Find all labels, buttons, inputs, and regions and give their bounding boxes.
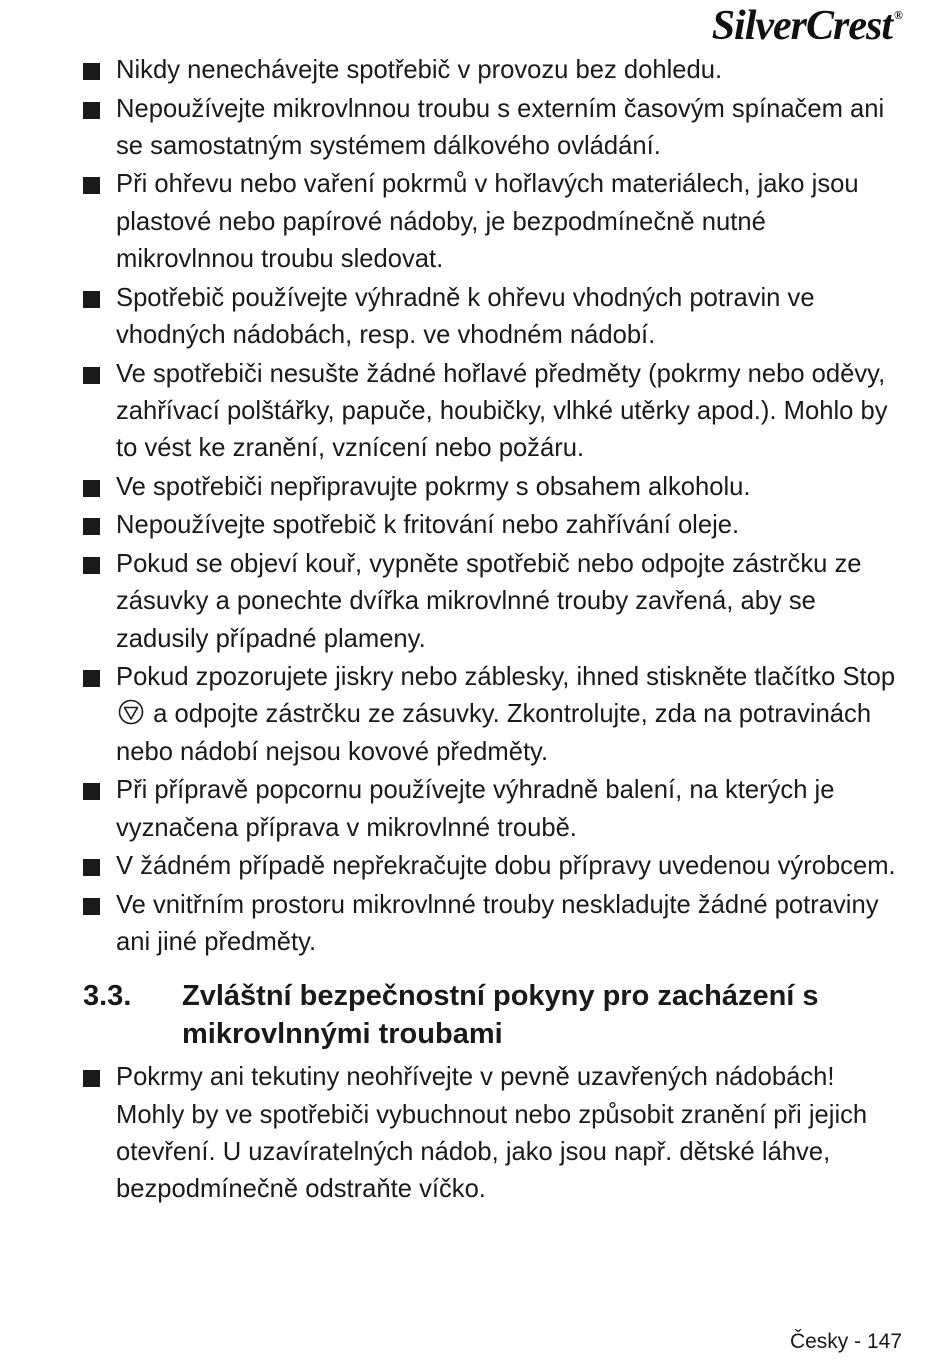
list-item [83,52,903,89]
safety-list-top [83,52,903,961]
list-item-text: a odpojte zástrčku ze zásuvky. Zkontrolujte, zda na potravinách nebo nádobí nejsou kovové předměty. [116,700,872,766]
registered-mark: ® [894,8,902,22]
bullet-square-icon [83,63,100,80]
list-item-text: Ve spotřebiči nesušte žádné hořlavé předměty (pokrmy nebo oděvy, zahřívací polštářky, papuče, houbičky, vlhké utěrky apod.). Mohlo by to vést ke zranění, vznícení nebo požáru. [116,359,888,463]
section-number: 3.3. [83,980,132,1013]
list-item-text: Při přípravě popcornu používejte výhradně balení, na kterých je vyznačena příprava v mikrovlnné troubě. [116,776,835,842]
bullet-square-icon [83,102,100,119]
bullet-square-icon [83,367,100,384]
page-content [83,52,903,1210]
list-item-stop [83,659,903,771]
list-item-text: Nikdy nenechávejte spotřebič v provozu bez dohledu. [116,56,723,84]
list-item-text: Při ohřevu nebo vaření pokrmů v hořlavých materiálech, jako jsou plastové nebo papírové nádoby, je bezpodmínečně nutné mikrovlnnou troubu sledovat. [116,170,859,274]
list-item-text: Spotřebič používejte výhradně k ohřevu vhodných potravin ve vhodných nádobách, resp. ve vhodném nádobí. [116,283,815,349]
bullet-square-icon [83,291,100,308]
list-item [83,91,903,166]
list-item-text: Pokrmy ani tekutiny neohřívejte v pevně uzavřených nádobách! Mohly by ve spotřebiči vybuchnout nebo způsobit zranění při jejich otevření. U uzavíratelných nádob, jako jsou např. dětské láhve, bezpodmínečně odstraňte víčko. [116,1063,868,1204]
list-item-text: Nepoužívejte mikrovlnnou troubu s externím časovým spínačem ani se samostatným systémem dálkového ovládání. [116,94,885,160]
bullet-square-icon [83,557,100,574]
list-item [83,507,903,544]
bullet-square-icon [83,177,100,194]
list-item-text: V žádném případě nepřekračujte dobu přípravy uvedenou výrobcem. [116,852,896,881]
list-item-text: Nepoužívejte spotřebič k fritování nebo zahřívání oleje. [116,511,740,540]
list-item [83,469,903,506]
stop-button-icon [118,699,144,725]
list-item-text: Ve spotřebiči nepřipravujte pokrmy s obsahem alkoholu. [116,472,751,501]
bullet-square-icon [83,859,100,876]
page-footer: Česky - 147 [789,1330,902,1353]
brand-logo [712,2,902,50]
section-heading [83,977,903,1053]
list-item [83,280,903,355]
bullet-square-icon [83,480,100,497]
list-item [83,848,903,885]
safety-list-section [83,1059,903,1208]
list-item [83,166,903,278]
bullet-square-icon [83,1070,100,1087]
bullet-square-icon [83,783,100,800]
bullet-square-icon [83,670,100,687]
section-title: Zvláštní bezpečnostní pokyny pro zacházení s mikrovlnnými troubami [182,980,819,1051]
list-item [83,887,903,962]
list-item [83,546,903,658]
list-item [83,356,903,468]
list-item [83,1059,903,1208]
list-item-text: Ve vnitřním prostoru mikrovlnné trouby neskladujte žádné potraviny ani jiné předměty. [116,890,879,957]
list-item [83,772,903,847]
list-item-text: Pokud se objeví kouř, vypněte spotřebič nebo odpojte zástrčku ze zásuvky a ponechte dvířka mikrovlnné trouby zavřená, aby se zadusily případné plameny. [116,549,862,653]
bullet-square-icon [83,898,100,915]
brand-name: SilverCrest [711,3,893,49]
bullet-square-icon [83,518,100,535]
list-item-text: Pokud zpozorujete jiskry nebo záblesky, ihned stiskněte tlačítko Stop [116,663,896,692]
